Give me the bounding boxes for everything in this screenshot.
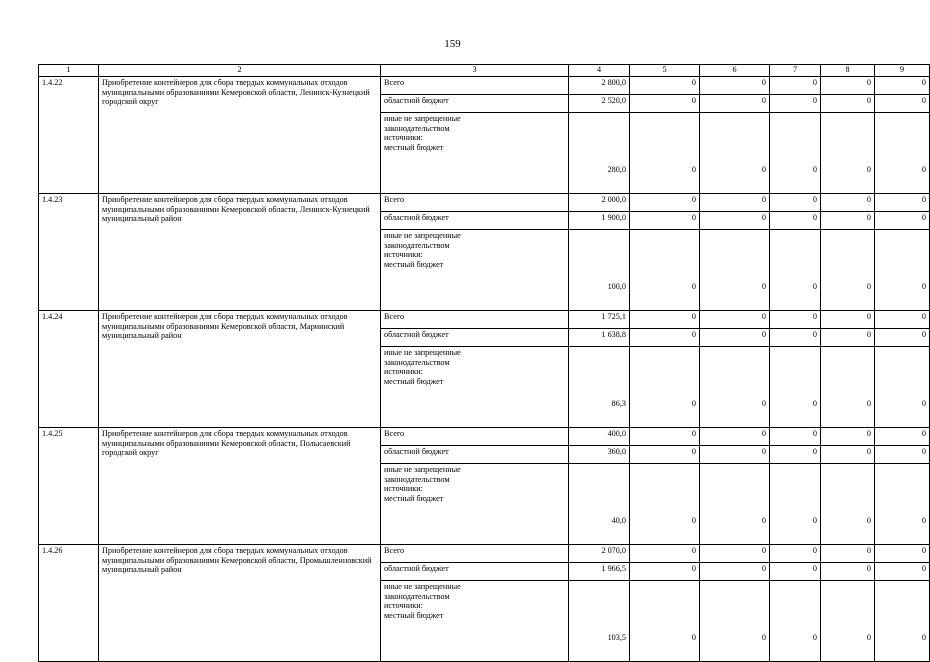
- amount-year-cell: 0: [770, 194, 821, 212]
- funding-source-line: иные не запрещенные: [384, 348, 461, 357]
- amount-year-cell: 0: [770, 464, 821, 545]
- funding-source-line: иные не запрещенные: [384, 582, 461, 591]
- amount-year-cell: 0: [700, 311, 770, 329]
- amount-total-cell: 1 900,0: [569, 212, 630, 230]
- funding-row-total: [39, 545, 930, 563]
- funding-source: областной бюджет: [381, 329, 569, 347]
- funding-source: [381, 113, 569, 194]
- funding-source: [381, 347, 569, 428]
- amount-year-cell: 0: [700, 194, 770, 212]
- funding-source: областной бюджет: [381, 446, 569, 464]
- amount-year-cell: 0: [770, 230, 821, 311]
- page-number: 159: [444, 38, 461, 50]
- amount-total-cell: 103,5: [569, 581, 630, 662]
- funding-source-line: законодательством: [384, 240, 450, 250]
- table-body: [39, 65, 930, 662]
- amount-year-cell: 0: [875, 563, 930, 581]
- amount-total-cell: 280,0: [569, 113, 630, 194]
- amount-year-cell: 0: [821, 347, 875, 428]
- funding-source: Всего: [381, 311, 569, 329]
- amount-total-cell: 1 725,1: [569, 311, 630, 329]
- amount-year-cell: 0: [770, 329, 821, 347]
- amount-year-cell: 0: [700, 563, 770, 581]
- amount-total-cell: 1 638,8: [569, 329, 630, 347]
- amount-year-cell: 0: [770, 311, 821, 329]
- funding-source-line: источники:: [384, 133, 423, 143]
- amount-year-cell: 0: [821, 95, 875, 113]
- amount-year-cell: 0: [700, 446, 770, 464]
- funding-source-line: источники:: [384, 250, 423, 260]
- amount-total-cell: 40,0: [569, 464, 630, 545]
- amount-year-cell: 0: [700, 347, 770, 428]
- amount-total-cell: 2 520,0: [569, 95, 630, 113]
- item-name: Приобретение контейнеров для сбора твердых коммунальных отходов муниципальными образованиями Кемеровской области, Мариинский муниципальный район: [99, 311, 381, 428]
- amount-year-cell: 0: [821, 311, 875, 329]
- funding-source: Всего: [381, 428, 569, 446]
- column-number-row: [39, 65, 930, 77]
- item-code: 1.4.24: [39, 311, 99, 428]
- funding-source: Всего: [381, 194, 569, 212]
- amount-year-cell: 0: [770, 77, 821, 95]
- amount-year-cell: 0: [875, 464, 930, 545]
- amount-year-cell: 0: [770, 545, 821, 563]
- funding-row-total: [39, 194, 930, 212]
- item-name: Приобретение контейнеров для сбора твердых коммунальных отходов муниципальными образованиями Кемеровской области, Промышленновский муниципальный район: [99, 545, 381, 662]
- item-code: 1.4.23: [39, 194, 99, 311]
- amount-year-cell: 0: [875, 446, 930, 464]
- amount-year-cell: 0: [821, 581, 875, 662]
- amount-year-cell: 0: [770, 428, 821, 446]
- amount-year-cell: 0: [821, 77, 875, 95]
- amount-total-cell: 100,0: [569, 230, 630, 311]
- item-code: 1.4.25: [39, 428, 99, 545]
- amount-year-cell: 0: [821, 194, 875, 212]
- amount-total-cell: 2 800,0: [569, 77, 630, 95]
- amount-year-cell: 0: [770, 212, 821, 230]
- amount-year-cell: 0: [630, 113, 700, 194]
- funding-source: Всего: [381, 77, 569, 95]
- amount-year-cell: 0: [770, 347, 821, 428]
- amount-year-cell: 0: [700, 212, 770, 230]
- amount-year-cell: 0: [770, 95, 821, 113]
- column-header: 8: [821, 65, 875, 77]
- amount-year-cell: 0: [875, 212, 930, 230]
- amount-year-cell: 0: [630, 347, 700, 428]
- funding-row-total: [39, 311, 930, 329]
- amount-year-cell: 0: [821, 464, 875, 545]
- funding-source-line: иные не запрещенные: [384, 114, 461, 123]
- amount-year-cell: 0: [875, 311, 930, 329]
- amount-year-cell: 0: [770, 446, 821, 464]
- funding-source-line: источники:: [384, 601, 423, 611]
- item-code: 1.4.26: [39, 545, 99, 662]
- amount-year-cell: 0: [821, 329, 875, 347]
- amount-year-cell: 0: [630, 428, 700, 446]
- column-header: 7: [770, 65, 821, 77]
- item-name: Приобретение контейнеров для сбора твердых коммунальных отходов муниципальными образованиями Кемеровской области, Полысаевский городской округ: [99, 428, 381, 545]
- amount-year-cell: 0: [630, 464, 700, 545]
- amount-year-cell: 0: [875, 230, 930, 311]
- amount-year-cell: 0: [630, 446, 700, 464]
- item-name: Приобретение контейнеров для сбора твердых коммунальных отходов муниципальными образованиями Кемеровской области, Ленинск-Кузнецкий городской округ: [99, 77, 381, 194]
- column-header: 1: [39, 65, 99, 77]
- amount-year-cell: 0: [821, 545, 875, 563]
- column-header: 5: [630, 65, 700, 77]
- funding-source-line: законодательством: [384, 123, 450, 133]
- funding-source: областной бюджет: [381, 95, 569, 113]
- funding-source: областной бюджет: [381, 563, 569, 581]
- amount-year-cell: 0: [630, 194, 700, 212]
- amount-year-cell: 0: [630, 581, 700, 662]
- column-header: 2: [99, 65, 381, 77]
- item-name: Приобретение контейнеров для сбора твердых коммунальных отходов муниципальными образованиями Кемеровской области, Ленинск-Кузнецкий муниципальный район: [99, 194, 381, 311]
- amount-year-cell: 0: [700, 95, 770, 113]
- funding-source-line: местный бюджет: [384, 376, 444, 386]
- amount-year-cell: 0: [875, 113, 930, 194]
- amount-year-cell: 0: [875, 581, 930, 662]
- amount-year-cell: 0: [700, 113, 770, 194]
- amount-year-cell: 0: [630, 77, 700, 95]
- amount-total-cell: 2 070,0: [569, 545, 630, 563]
- funding-source-line: иные не запрещенные: [384, 231, 461, 240]
- column-header: 3: [381, 65, 569, 77]
- amount-year-cell: 0: [770, 563, 821, 581]
- funding-source: [381, 230, 569, 311]
- funding-source-line: местный бюджет: [384, 259, 444, 269]
- amount-year-cell: 0: [875, 428, 930, 446]
- amount-year-cell: 0: [821, 428, 875, 446]
- funding-row-total: [39, 77, 930, 95]
- amount-year-cell: 0: [821, 230, 875, 311]
- funding-source-line: законодательством: [384, 591, 450, 601]
- amount-year-cell: 0: [630, 212, 700, 230]
- amount-year-cell: 0: [821, 113, 875, 194]
- amount-year-cell: 0: [875, 77, 930, 95]
- amount-year-cell: 0: [875, 95, 930, 113]
- amount-year-cell: 0: [630, 311, 700, 329]
- amount-year-cell: 0: [821, 212, 875, 230]
- item-code: 1.4.22: [39, 77, 99, 194]
- amount-total-cell: 360,0: [569, 446, 630, 464]
- funding-source: Всего: [381, 545, 569, 563]
- amount-total-cell: 2 000,0: [569, 194, 630, 212]
- funding-row-total: [39, 428, 930, 446]
- amount-year-cell: 0: [700, 581, 770, 662]
- funding-source-line: местный бюджет: [384, 610, 444, 620]
- amount-year-cell: 0: [700, 545, 770, 563]
- column-header: 6: [700, 65, 770, 77]
- amount-year-cell: 0: [630, 563, 700, 581]
- amount-year-cell: 0: [700, 77, 770, 95]
- amount-year-cell: 0: [875, 545, 930, 563]
- amount-total-cell: 86,3: [569, 347, 630, 428]
- amount-total-cell: 1 966,5: [569, 563, 630, 581]
- column-header: 9: [875, 65, 930, 77]
- funding-source-line: местный бюджет: [384, 142, 444, 152]
- amount-year-cell: 0: [875, 194, 930, 212]
- amount-year-cell: 0: [770, 113, 821, 194]
- amount-year-cell: 0: [770, 581, 821, 662]
- amount-year-cell: 0: [630, 95, 700, 113]
- amount-year-cell: 0: [630, 545, 700, 563]
- funding-source-line: местный бюджет: [384, 493, 444, 503]
- amount-year-cell: 0: [700, 428, 770, 446]
- amount-year-cell: 0: [700, 329, 770, 347]
- amount-year-cell: 0: [875, 329, 930, 347]
- amount-year-cell: 0: [821, 563, 875, 581]
- funding-source-line: источники:: [384, 367, 423, 377]
- amount-year-cell: 0: [700, 230, 770, 311]
- amount-year-cell: 0: [700, 464, 770, 545]
- funding-source-line: законодательством: [384, 474, 450, 484]
- funding-source: областной бюджет: [381, 212, 569, 230]
- funding-source: [381, 464, 569, 545]
- amount-year-cell: 0: [821, 446, 875, 464]
- column-header: 4: [569, 65, 630, 77]
- funding-source: [381, 581, 569, 662]
- budget-table: [38, 64, 930, 662]
- funding-source-line: законодательством: [384, 357, 450, 367]
- amount-total-cell: 400,0: [569, 428, 630, 446]
- amount-year-cell: 0: [630, 329, 700, 347]
- funding-source-line: иные не запрещенные: [384, 465, 461, 474]
- amount-year-cell: 0: [875, 347, 930, 428]
- amount-year-cell: 0: [630, 230, 700, 311]
- funding-source-line: источники:: [384, 484, 423, 494]
